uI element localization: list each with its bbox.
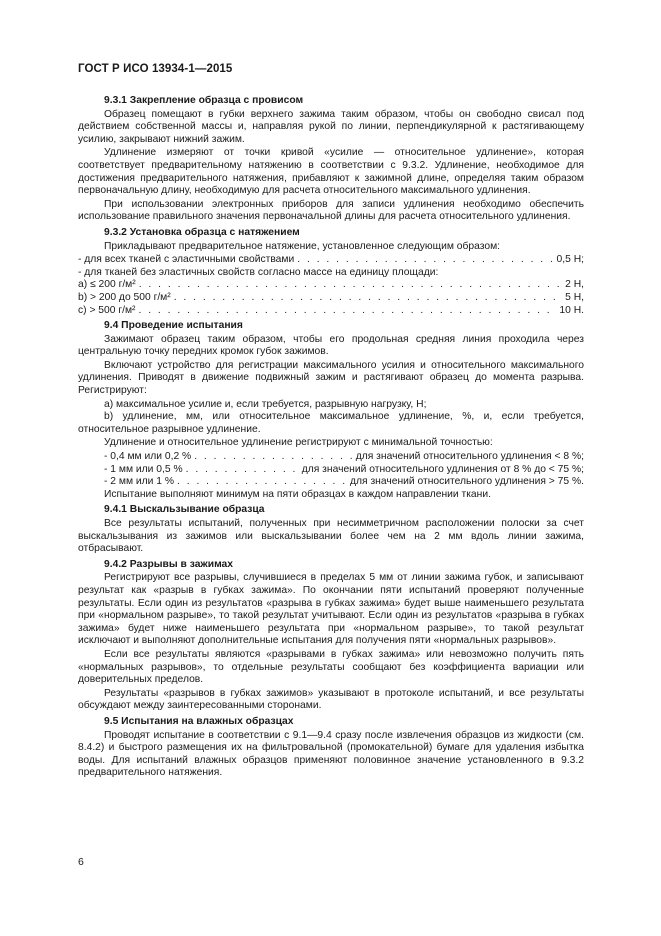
tension-row-nonelastic: - для тканей без эластичных свойств согласно массе на единицу площади: bbox=[78, 266, 439, 278]
tension-label: b) > 200 до 500 г/м² bbox=[78, 291, 171, 303]
section-heading-9-4: 9.4 Проведение испытания bbox=[104, 320, 243, 332]
tension-label: c) > 500 г/м² bbox=[78, 304, 136, 316]
section-heading-9-4-1: 9.4.1 Выскальзывание образца bbox=[104, 504, 265, 516]
tension-row-elastic bbox=[78, 254, 584, 267]
dot-leader bbox=[194, 451, 353, 464]
accuracy-row bbox=[78, 464, 584, 477]
paragraph: Испытание выполняют минимум на пяти образцах в каждом направлении ткани. bbox=[104, 488, 491, 500]
tension-value: 10 Н. bbox=[559, 304, 584, 316]
paragraph: Прикладывают предварительное натяжение, установленное следующим образом: bbox=[104, 240, 501, 252]
paragraph: Регистрируют все разрывы, случившиеся в пределах 5 мм от линии зажима губок, и записывают результат как «разрыв в губках зажима». По окончании пяти испытаний проверяют полученные результаты. Если один из результатов «разрыва в губках зажима» будет выше наименьшего результата при «нормальном разрыве», то такой результат учитывают. Если один из результатов «разрыва в губках зажима» будет ниже наименьшего результата при «нормальном разрыве», то такой результат исключают и выполняют дополнительные испытания для получения пяти «нормальных разрывов». bbox=[78, 572, 584, 647]
dot-leader bbox=[177, 476, 347, 489]
accuracy-label: - 0,4 мм или 0,2 % bbox=[104, 451, 192, 463]
document-header: ГОСТ Р ИСО 13934-1—2015 bbox=[78, 63, 233, 75]
accuracy-label: - 2 мм или 1 % bbox=[104, 476, 175, 488]
section-heading-9-3-2: 9.3.2 Установка образца с натяжением bbox=[104, 226, 300, 238]
paragraph: Если все результаты являются «разрывами в губках зажима» или невозможно получить пять «нормальных разрывов», то отдельные результаты сообщают без коэффициента вариации или доверительных пределов. bbox=[78, 648, 584, 686]
tension-row-a bbox=[78, 279, 584, 292]
accuracy-value: для значений относительного удлинения от 8 % до < 75 %; bbox=[301, 463, 584, 475]
dot-leader bbox=[186, 464, 299, 477]
list-item: a) максимальное усилие и, если требуется, разрывную нагрузку, Н; bbox=[104, 398, 427, 410]
tension-label: - для всех тканей с эластичными свойствами bbox=[78, 254, 295, 266]
dot-leader bbox=[297, 254, 553, 267]
tension-value: 5 Н, bbox=[565, 291, 584, 303]
paragraph: Образец помещают в губки верхнего зажима таким образом, чтобы он свободно свисал под действием собственной массы и, направляя рукой по линии, перпендикулярной к растягивающему усилию, закрывают нижний зажим. bbox=[78, 108, 584, 145]
paragraph: Все результаты испытаний, полученных при несимметричном расположении полоски за счет выскальзывания из зажимов или выскальзывании более чем на 2 мм вдоль линии зажима, отбрасывают. bbox=[78, 518, 584, 555]
tension-label: a) ≤ 200 г/м² bbox=[78, 279, 136, 291]
accuracy-row bbox=[78, 476, 584, 489]
tension-row-b bbox=[78, 292, 584, 305]
list-item: b) удлинение, мм, или относительное максимальное удлинение, %, и, если требуется, относительное разрывное удлинение. bbox=[78, 411, 584, 435]
accuracy-label: - 1 мм или 0,5 % bbox=[104, 463, 183, 475]
accuracy-row bbox=[78, 451, 584, 464]
tension-value: 2 Н, bbox=[565, 279, 584, 291]
accuracy-value: для значений относительного удлинения > 75 %. bbox=[350, 476, 584, 488]
paragraph: Удлинение и относительное удлинение регистрируют с минимальной точностью: bbox=[104, 437, 493, 449]
paragraph: Включают устройство для регистрации максимального усилия и относительного максимального удлинения. Приводят в движение подвижный зажим и растягивают образец до момента разрыва. Регистрируют: bbox=[78, 359, 584, 397]
section-heading-9-3-1: 9.3.1 Закрепление образца с провисом bbox=[104, 95, 304, 106]
document-body bbox=[78, 92, 584, 781]
tension-row-c bbox=[78, 305, 584, 318]
section-heading-9-4-2: 9.4.2 Разрывы в зажимах bbox=[104, 558, 233, 570]
paragraph: Удлинение измеряют от точки кривой «усилие — относительное удлинение», которая соответствует предварительному натяжению в соответствии с 9.3.2. Удлинение, необходимое для достижения предварительного натяжения, прибавляют к зажимной длине, определяя таким образом первоначальную длину, необходимую для расчета относительного максимального удлинения. bbox=[78, 147, 584, 197]
paragraph: При использовании электронных приборов для записи удлинения необходимо обеспечить использование правильного значения первоначальной длины для расчета относительного удлинения. bbox=[78, 198, 584, 223]
section-heading-9-5: 9.5 Испытания на влажных образцах bbox=[104, 715, 294, 727]
dot-leader bbox=[138, 305, 556, 318]
page-number: 6 bbox=[78, 856, 84, 868]
paragraph: Результаты «разрывов в губках зажимов» указывают в протоколе испытаний, и все результаты обсуждают между заинтересованными сторонами. bbox=[78, 687, 584, 712]
dot-leader bbox=[174, 292, 562, 305]
accuracy-value: для значений относительного удлинения < 8 %; bbox=[355, 451, 584, 463]
paragraph: Зажимают образец таким образом, чтобы его продольная средняя линия проходила через центральную точку передних кромок губок зажимов. bbox=[78, 333, 584, 358]
paragraph: Проводят испытание в соответствии с 9.1—9.4 сразу после извлечения образцов из жидкости (см. 8.4.2) и быстрого размещения их на фильтровальной (промокательной) бумаге для удаления избытка воды. Для испытаний влажных образцов применяют половинное значение установленного в 9.3.2 предварительного натяжения. bbox=[78, 729, 584, 779]
tension-value: 0,5 Н; bbox=[556, 254, 584, 266]
dot-leader bbox=[139, 279, 562, 292]
